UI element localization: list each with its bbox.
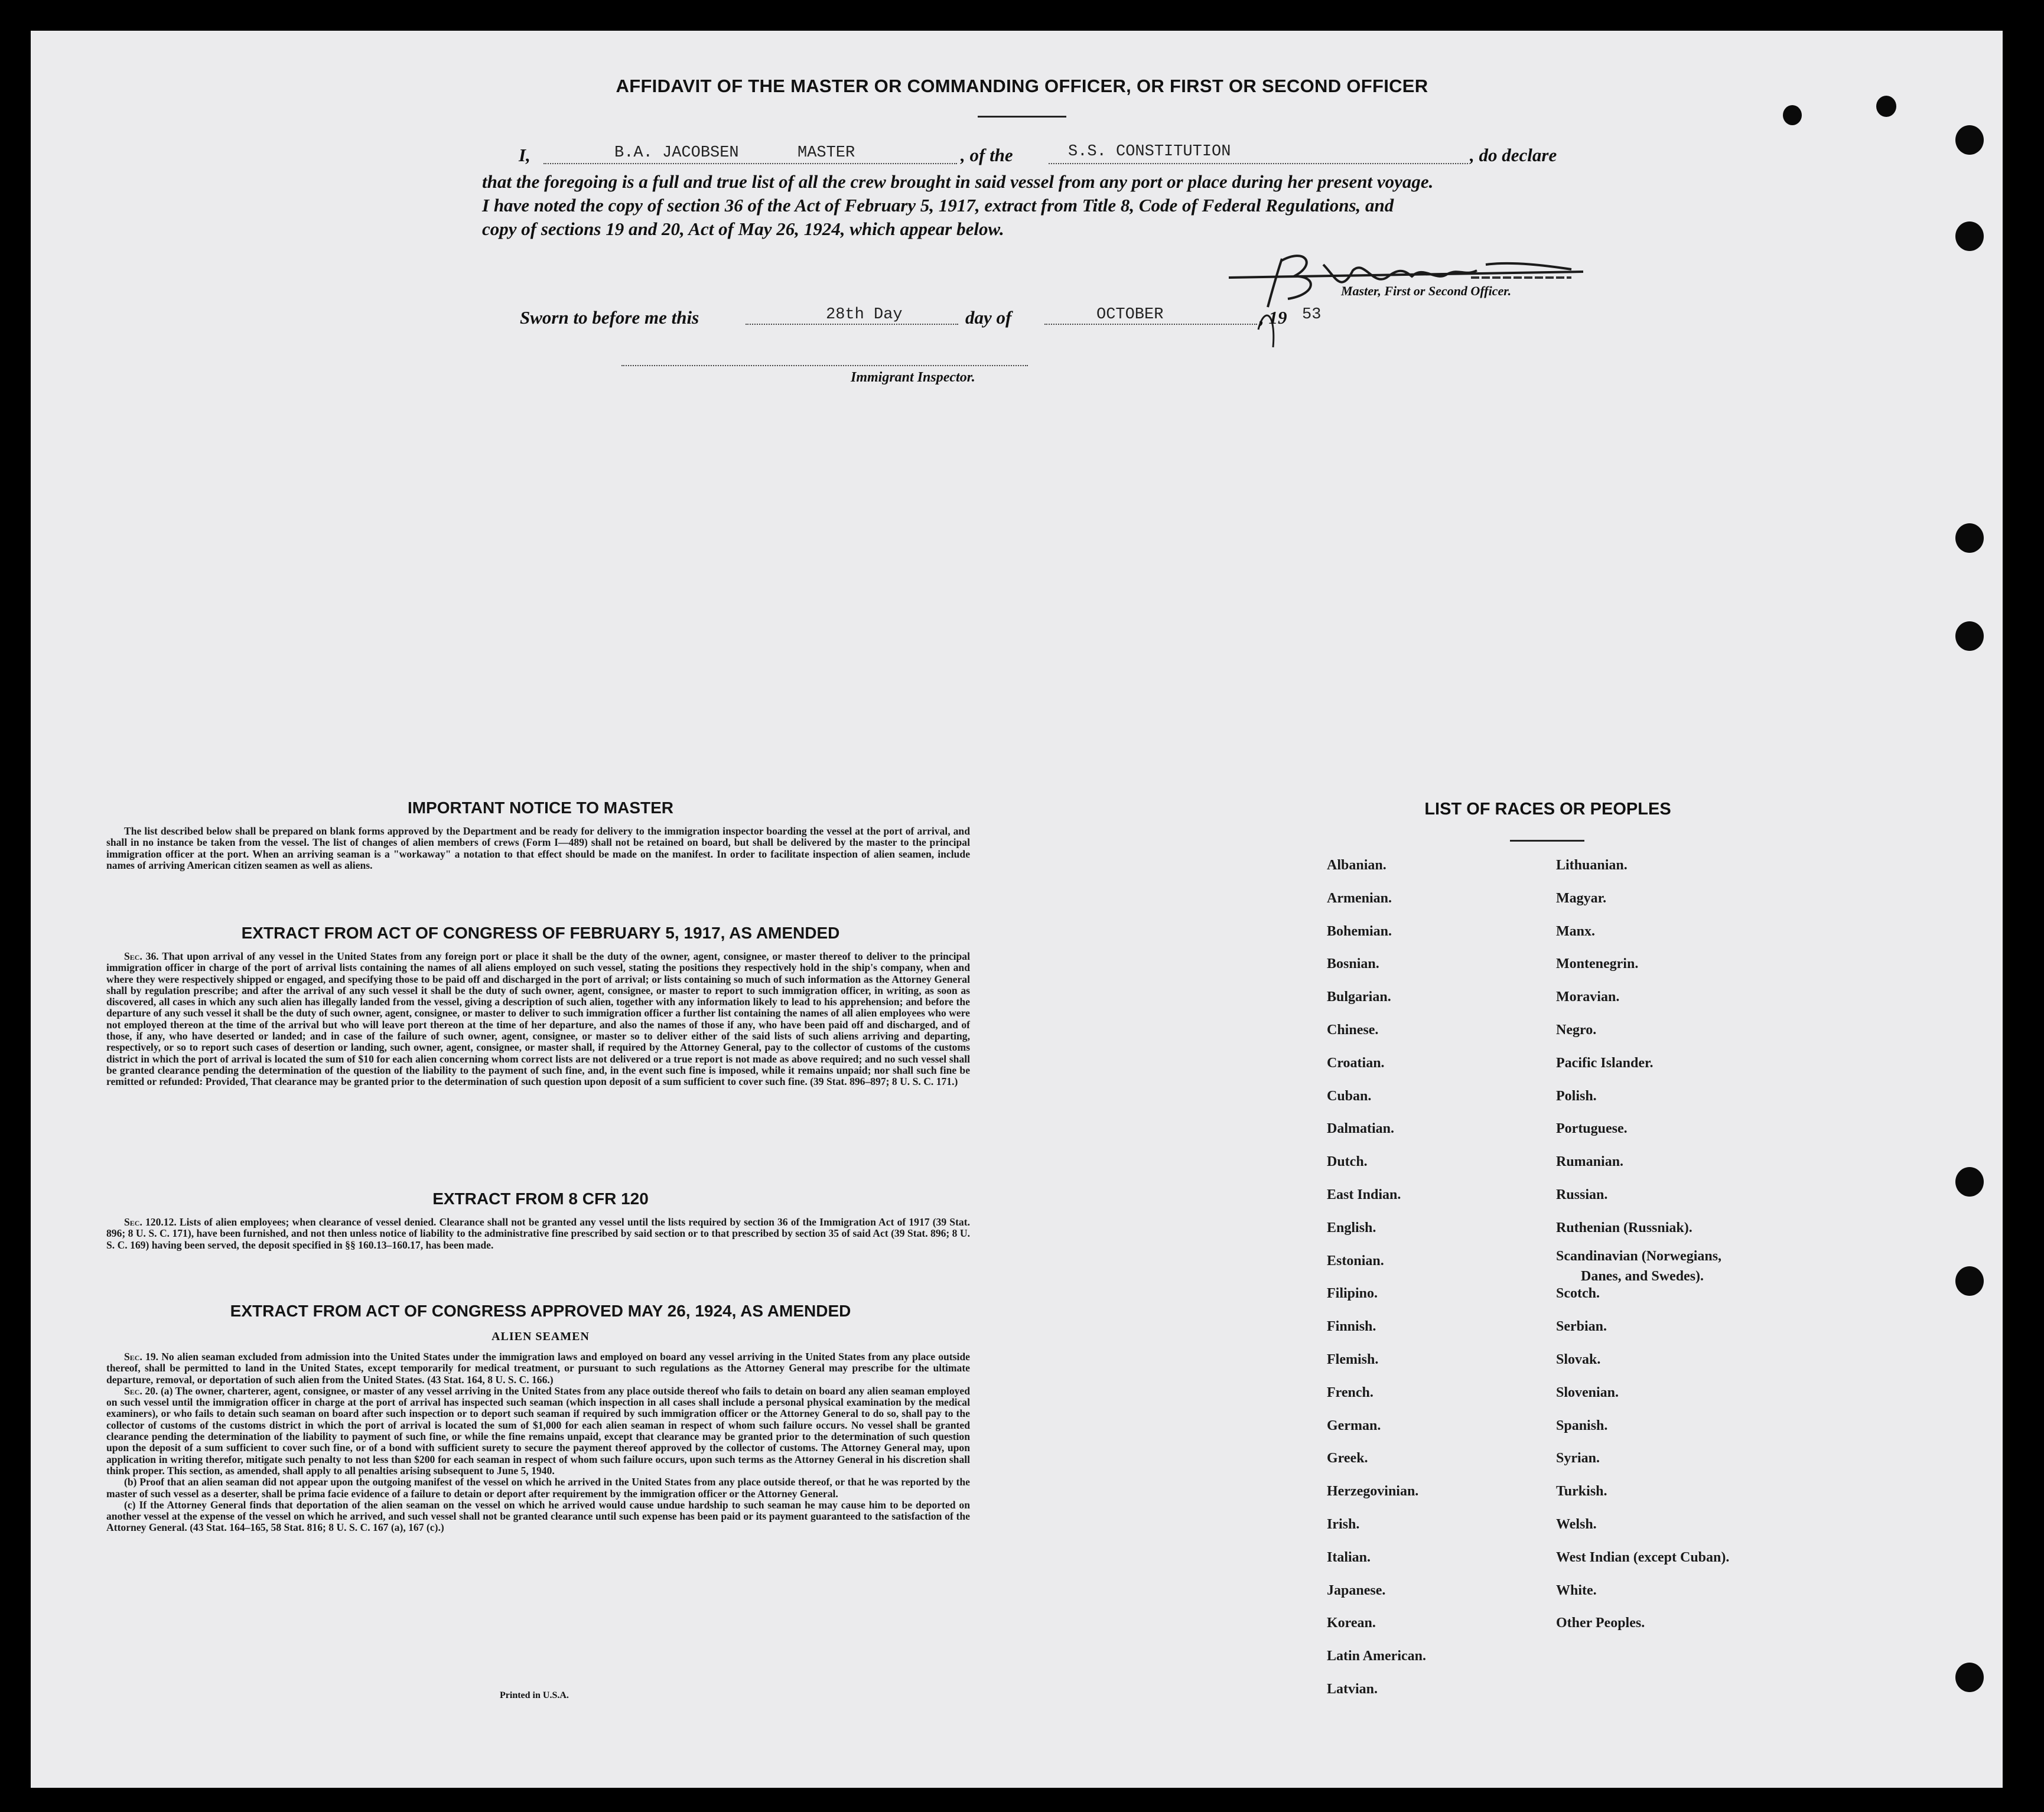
master-name: B.A. JACOBSEN — [614, 144, 739, 162]
race-item: Welsh. — [1556, 1517, 1597, 1532]
inspector-caption: Immigrant Inspector. — [851, 370, 975, 385]
punch-hole — [1783, 105, 1802, 125]
punch-hole — [1955, 125, 1984, 155]
race-item: Flemish. — [1327, 1352, 1379, 1367]
sec-19-text: No alien seaman excluded from admission into the United States under the immigration laws and employed on board any vessel arriving in the United States from any place outside thereof, shall be permitted to land in the United States, except temporarily for medical treatment, or pursuant to such regulations as the Attorney General may prescribe for the ultimate departure, removal, or deportation of such alien from the United States. (43 Stat. 164, 8 U. S. C. 166.) — [106, 1351, 970, 1386]
do-declare-label: , do declare — [1470, 145, 1557, 165]
race-item: Irish. — [1327, 1517, 1360, 1532]
race-item: Bohemian. — [1327, 923, 1392, 939]
race-item: Bosnian. — [1327, 956, 1379, 972]
punch-hole — [1955, 221, 1984, 251]
i-label: I, — [519, 145, 530, 165]
extract-cfr-title: EXTRACT FROM 8 CFR 120 — [432, 1189, 649, 1208]
printed-in-usa: Printed in U.S.A. — [500, 1690, 569, 1700]
sec-20-label: Sec. 20. — [124, 1384, 158, 1397]
extract-1917-title: EXTRACT FROM ACT OF CONGRESS OF FEBRUARY 5, 1917, AS AMENDED — [241, 924, 840, 942]
race-item: Dutch. — [1327, 1154, 1368, 1170]
race-item: Finnish. — [1327, 1319, 1376, 1335]
race-item: Chinese. — [1327, 1022, 1379, 1038]
sec-19-label: Sec. 19. — [124, 1351, 159, 1363]
punch-hole — [1955, 1266, 1984, 1296]
race-item: French. — [1327, 1384, 1373, 1400]
race-item: English. — [1327, 1220, 1376, 1236]
race-item: Moravian. — [1556, 989, 1620, 1005]
race-item: Pacific Islander. — [1556, 1055, 1654, 1071]
race-item: Slovenian. — [1556, 1384, 1619, 1400]
race-item: Greek. — [1327, 1451, 1368, 1466]
notice-paragraph: The list described below shall be prepared on blank forms approved by the Department and be ready for delivery to the immigration inspector boarding the vessel at the port of arrival, and shall in no instance be taken from the vessel. The list of changes of alien members of crews (Form I—489) shall not be retained on board, but shall be delivered by the master to the principal immigration officer at the port. When an arriving seaman is a "workaway" a notation to that effect should be made on the manifest. In order to facilitate inspection of alien seamen, include names of arriving American citizen seamen as well as aliens. — [106, 825, 970, 871]
race-item: Lithuanian. — [1556, 858, 1628, 873]
sworn-year: 53 — [1302, 306, 1322, 324]
extract-1924-text — [106, 1351, 970, 1534]
sec-120-label: Sec. 120.12. — [124, 1216, 177, 1228]
declaration-line-3: I have noted the copy of section 36 of the Act of February 5, 1917, extract from Title 8, Code of Federal Regulations, and — [482, 195, 1394, 216]
race-item: Scotch. — [1556, 1286, 1600, 1302]
race-item: Cuban. — [1327, 1088, 1372, 1104]
race-item: Montenegrin. — [1556, 956, 1639, 972]
race-item: Japanese. — [1327, 1582, 1386, 1598]
race-item: White. — [1556, 1582, 1597, 1598]
race-item: Filipino. — [1327, 1286, 1378, 1302]
race-item: Korean. — [1327, 1615, 1376, 1631]
race-item: Manx. — [1556, 923, 1595, 939]
race-item: Latvian. — [1327, 1681, 1378, 1697]
name-line — [543, 163, 957, 164]
extract-cfr-text — [106, 1217, 970, 1251]
race-item: Portuguese. — [1556, 1121, 1628, 1137]
sec-19-paragraph — [106, 1351, 970, 1386]
sec-120-text: Lists of alien employees; when clearance of vessel denied. Clearance shall not be granted any vessel until the lists required by section 36 of the Immigration Act of 1917 (39 Stat. 896; 8 U. S. C. 171), have been furnished, and not then unless notice of liability to the administrative fine prescribed by said section or to that prescribed by section 35 of said Act (39 Stat. 896; 8 U. S. C. 169) having been served, the deposit specified in §§ 160.13–160.17, has been made. — [106, 1216, 970, 1251]
of-the-label: , of the — [961, 145, 1013, 165]
sec-20a-text: (a) The owner, charterer, agent, consignee, or master of any vessel arriving in the United States from any place outside thereof who fails to detain on board any alien seaman employed on such vessel until the immigration officer in charge at the port of arrival has inspected such seaman (which inspection in all cases shall include a personal physical examination by the medical examiners), or who fails to detain such seaman on board after such inspection or to deport such seaman if required by such immigration officer or the Attorney General to do so, shall pay to the collector of customs of the customs district in which the port of arrival is located the sum of $1,000 for each alien seaman in respect of whom such failure occurs. No vessel shall be granted clearance pending the determination of the liability to payment of such fine, or while the fine remains unpaid, except that clearance may be granted prior to the determination of such question upon the deposit of a sum sufficient to cover such fine, or of a bond with sufficient surety to secure the payment thereof approved by the collector of customs. The Attorney General may, upon application in writing therefor, mitigate such penalty to not less than $200 for each seaman in respect of whom such failure occurs, upon such terms as the Attorney General in his discretion shall think proper. This section, as amended, shall apply to all penalties arising subsequent to June 5, 1940. — [106, 1384, 971, 1477]
sec-20a-paragraph — [106, 1386, 970, 1477]
sworn-month: OCTOBER — [1096, 306, 1164, 324]
race-item: Turkish. — [1556, 1484, 1607, 1500]
sec-120-paragraph — [106, 1217, 970, 1251]
punch-hole — [1955, 523, 1984, 553]
year-prefix: , 19 — [1259, 307, 1287, 328]
declaration-line-4: copy of sections 19 and 20, Act of May 26, 1924, which appear below. — [482, 219, 1004, 239]
race-item: Bulgarian. — [1327, 989, 1391, 1005]
race-item: Croatian. — [1327, 1055, 1385, 1071]
punch-hole — [1955, 1167, 1984, 1197]
sworn-day: 28th Day — [826, 306, 903, 324]
punch-hole — [1876, 96, 1896, 117]
race-item: Slovak. — [1556, 1352, 1601, 1367]
race-item: Estonian. — [1327, 1253, 1384, 1269]
race-item: Syrian. — [1556, 1451, 1600, 1466]
race-item: Danes, and Swedes). — [1581, 1268, 1704, 1284]
race-item: Albanian. — [1327, 858, 1386, 873]
sec-36-label: Sec. 36. — [124, 950, 159, 962]
month-line — [1044, 324, 1257, 325]
title-rule — [978, 116, 1066, 118]
notice-title: IMPORTANT NOTICE TO MASTER — [407, 799, 674, 817]
race-item: Herzegovinian. — [1327, 1484, 1419, 1500]
races-title: LIST OF RACES OR PEOPLES — [1424, 800, 1671, 819]
extract-1924-title: EXTRACT FROM ACT OF CONGRESS APPROVED MAY 26, 1924, AS AMENDED — [230, 1302, 851, 1320]
inspector-signature-line — [621, 365, 1028, 366]
alien-seamen-subtitle: ALIEN SEAMEN — [492, 1330, 590, 1343]
extract-1917-text — [106, 951, 970, 1088]
race-item: West Indian (except Cuban). — [1556, 1549, 1730, 1565]
race-item: Dalmatian. — [1327, 1121, 1394, 1137]
punch-hole — [1955, 621, 1984, 651]
sec-20b-paragraph: (b) Proof that an alien seaman did not appear upon the outgoing manifest of the vessel on which he arrived in the United States from any place outside thereof, or that he was reported by the master of such vessel as a deserter, shall be prima facie evidence of a failure to detain or deport after requirement by the immigration officer or the Attorney General. — [106, 1476, 970, 1500]
sworn-label: Sworn to before me this — [520, 307, 699, 328]
sec-36-paragraph — [106, 951, 970, 1088]
race-item: Ruthenian (Russniak). — [1556, 1220, 1693, 1236]
race-item: Polish. — [1556, 1088, 1597, 1104]
master-rank: MASTER — [798, 144, 855, 162]
race-item: Armenian. — [1327, 890, 1392, 906]
race-item: Serbian. — [1556, 1319, 1607, 1335]
notice-text — [106, 826, 970, 871]
punch-hole — [1955, 1663, 1984, 1692]
race-item: Russian. — [1556, 1187, 1608, 1202]
vessel-line — [1049, 163, 1468, 164]
sec-20c-paragraph: (c) If the Attorney General finds that deportation of the alien seaman on the vessel on which he arrived would cause undue hardship to such seaman he may cause him to be deported on another vessel at the expense of the vessel on which he arrived, and such vessel shall not be granted clearance until such expense has been paid or its payment guaranteed to the satisfaction of the Attorney General. (43 Stat. 164–165, 58 Stat. 816; 8 U. S. C. 167 (a), 167 (c).) — [106, 1498, 970, 1534]
race-item: Italian. — [1327, 1549, 1371, 1565]
races-title-rule — [1510, 840, 1584, 842]
race-item: East Indian. — [1327, 1187, 1401, 1202]
vessel-name: S.S. CONSTITUTION — [1068, 143, 1231, 161]
day-of-label: day of — [965, 307, 1012, 328]
signature-caption: Master, First or Second Officer. — [1341, 283, 1512, 298]
declaration-line-2: that the foregoing is a full and true list of all the crew brought in said vessel from any port or place during her present voyage. — [482, 171, 1434, 192]
race-item: Negro. — [1556, 1022, 1597, 1038]
affidavit-title: AFFIDAVIT OF THE MASTER OR COMMANDING OFFICER, OR FIRST OR SECOND OFFICER — [616, 76, 1428, 96]
sworn-day-line — [746, 324, 958, 325]
race-item: German. — [1327, 1417, 1381, 1433]
race-item: Spanish. — [1556, 1417, 1608, 1433]
race-item: Other Peoples. — [1556, 1615, 1645, 1631]
race-item: Scandinavian (Norwegians, — [1556, 1248, 1722, 1264]
race-item: Magyar. — [1556, 890, 1607, 906]
race-item: Latin American. — [1327, 1648, 1426, 1664]
sec-36-text: That upon arrival of any vessel in the United States from any foreign port or place it shall be the duty of the owner, agent, consignee, or master thereof to deliver to the principal immigration officer in charge of the port of arrival lists containing the names of all aliens employed on such vessel, stating the positions they respectively hold in the ship's company, when and where they were respectively shipped or engaged, and specifying those to be paid off and discharged in the port of arrival; or lists containing so much of such information as the Attorney General shall by regulation prescribe; and after the arrival of any such vessel it shall be the duty of such owner, agent, consignee, or master to report to such immigration officer, in writing, as soon as discovered, all cases in which any such alien has illegally landed from the vessel, giving a description of such alien, together with any information likely to lead to his apprehension; and before the departure of any such vessel it shall be the duty of such owner, agent, consignee, or master to deliver to such immigration officer a further list containing the names of all alien employees who were not employed thereon at the time of the arrival but who will leave port thereon at the time of her departure, and also the names of those if any, who have been paid off and discharged, and of those, if any, who have deserted or landed; and in case of the failure of such owner, agent, consignee, or master so to deliver either of the said lists of such aliens arriving and departing, respectively, or so to report such cases of desertion or landing, such owner, agent, consignee, or master shall, if required by the Attorney General, pay to the collector of customs of the customs district in which the port of arrival is located the sum of $10 for each alien concerning whom correct lists are not delivered or a true report is not made as above required; and no such vessel shall be granted clearance pending the determination of the question of the liability to the payment of such fine, and, in the event such fine is imposed, while it remains unpaid; nor shall such fine be remitted or refunded: Provided, That clearance may be granted prior to the determination of such question upon deposit of a sum sufficient to cover such fine. (39 Stat. 896–897; 8 U. S. C. 171.) — [106, 950, 970, 1088]
race-item: Rumanian. — [1556, 1154, 1624, 1170]
